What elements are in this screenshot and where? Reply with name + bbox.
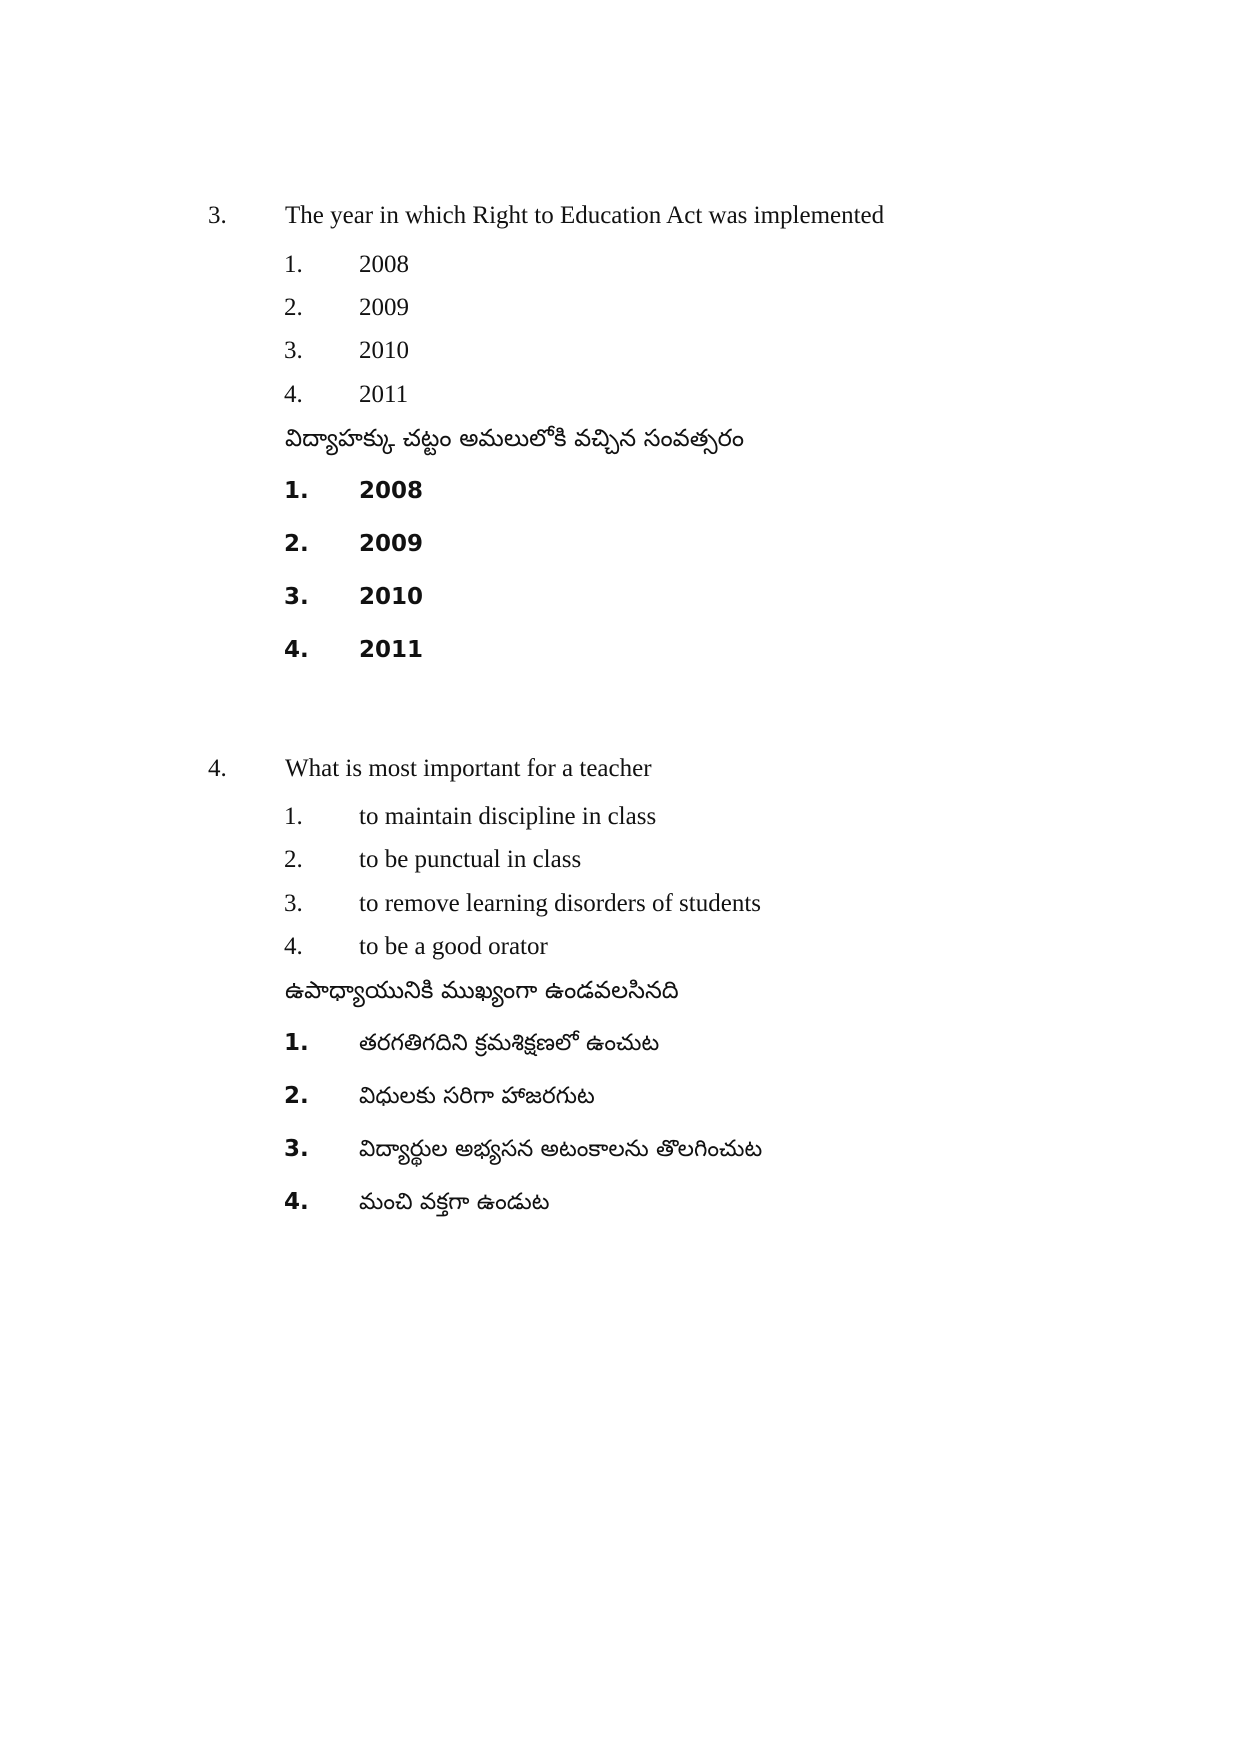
option-text: 2010 bbox=[359, 584, 424, 610]
question-stem-telugu: విద్యాహక్కు చట్టం అమలులోకి వచ్చిన సంవత్సరం bbox=[285, 424, 745, 452]
option-number: 3. bbox=[284, 337, 303, 364]
option-number: 4. bbox=[284, 1189, 309, 1215]
option-text: to be punctual in class bbox=[359, 846, 582, 873]
option-number: 2. bbox=[284, 294, 303, 321]
option-number: 4. bbox=[284, 637, 309, 663]
option-text: 2008 bbox=[359, 478, 424, 504]
option-text: తరగతిగదిని క్రమశిక్షణలో ఉంచుట bbox=[359, 1030, 660, 1056]
question-stem-english: The year in which Right to Education Act was implemented bbox=[285, 202, 885, 229]
option-number: 1. bbox=[284, 803, 303, 830]
option-text: విధులకు సరిగా హాజరగుట bbox=[359, 1083, 595, 1109]
option-text: to be a good orator bbox=[359, 933, 548, 960]
option-text: 2010 bbox=[359, 337, 409, 364]
option-number: 2. bbox=[284, 846, 303, 873]
option-number: 3. bbox=[284, 584, 309, 610]
option-number: 1. bbox=[284, 1030, 309, 1056]
option-text: 2011 bbox=[359, 637, 424, 663]
option-number: 3. bbox=[284, 890, 303, 917]
option-text: 2009 bbox=[359, 294, 409, 321]
option-text: 2008 bbox=[359, 251, 409, 278]
question-number: 3. bbox=[208, 202, 227, 229]
option-text: to maintain discipline in class bbox=[359, 803, 657, 830]
option-text: 2011 bbox=[359, 381, 409, 408]
question-number: 4. bbox=[208, 755, 227, 782]
option-number: 3. bbox=[284, 1136, 309, 1162]
question-stem-english: What is most important for a teacher bbox=[285, 755, 652, 782]
option-number: 2. bbox=[284, 1083, 309, 1109]
option-text: విద్యార్థుల అభ్యసన అటంకాలను తొలగించుట bbox=[359, 1136, 763, 1162]
option-text: మంచి వక్తగా ఉండుట bbox=[359, 1189, 550, 1215]
option-number: 1. bbox=[284, 478, 309, 504]
option-number: 4. bbox=[284, 381, 303, 408]
option-text: 2009 bbox=[359, 531, 424, 557]
option-number: 2. bbox=[284, 531, 309, 557]
option-number: 4. bbox=[284, 933, 303, 960]
option-text: to remove learning disorders of students bbox=[359, 890, 761, 917]
option-number: 1. bbox=[284, 251, 303, 278]
question-stem-telugu: ఉపాధ్యాయునికి ముఖ్యంగా ఉండవలసినది bbox=[285, 976, 679, 1004]
